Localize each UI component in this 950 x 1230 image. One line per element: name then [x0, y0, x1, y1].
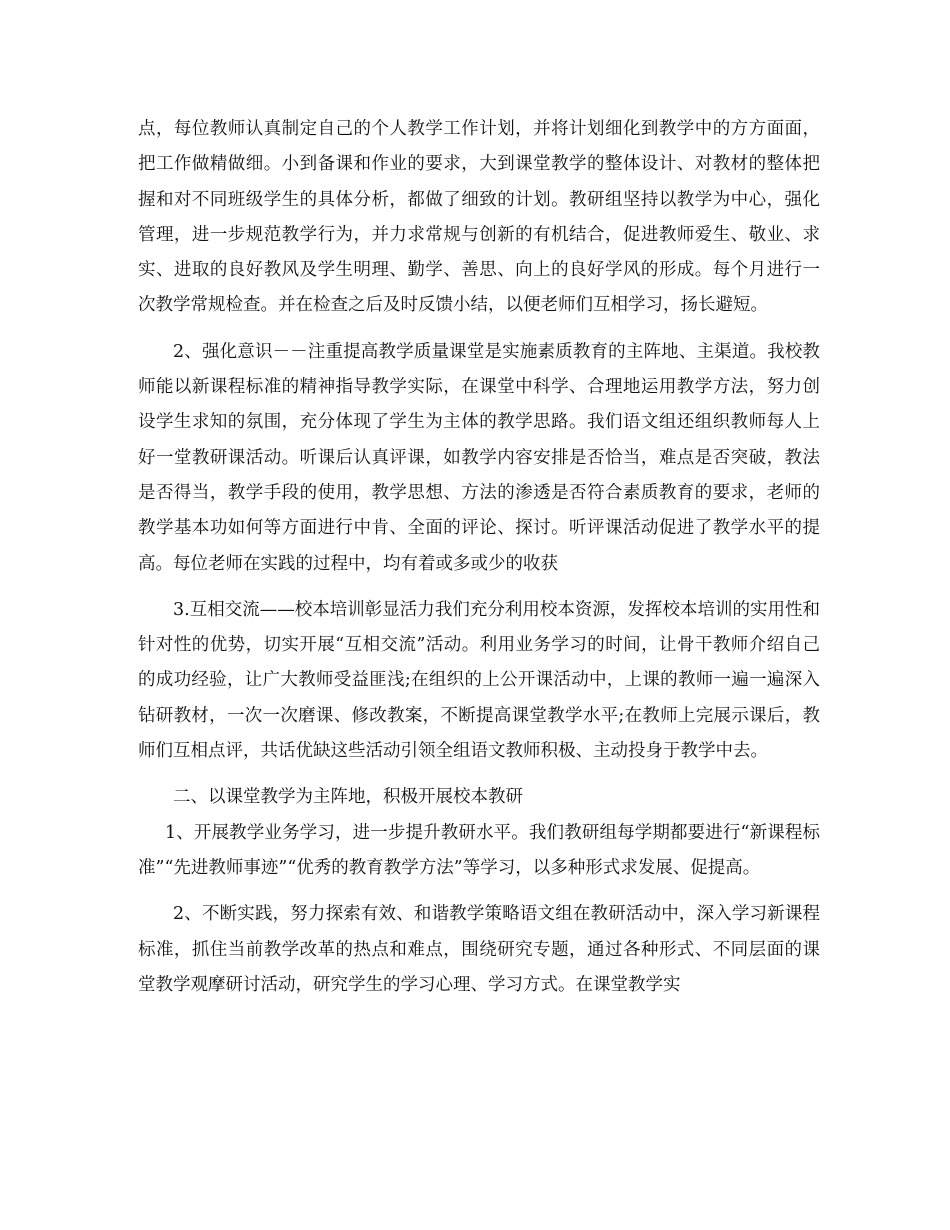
paragraph-strengthen-awareness: 2、强化意识－－注重提高教学质量课堂是实施素质教育的主阵地、主渠道。我校教师能以新课程标准的精神指导教学实际，在课堂中科学、合理地运用教学方法，努力创设学生求知的氛围，充分体现了学生为主体的教学思路。我们语文组还组织教师每人上好一堂教研课活动。听课后认真评课，如教学内容安排是否恰当，难点是否突破，教法是否得当，教学手段的使用，教学思想、方法的渗透是否符合素质教育的要求，老师的教学基本功如何等方面进行中肯、全面的评论、探讨。听评课活动促进了教学水平的提高。每位老师在实践的过程中，均有着或多或少的收获 — [138, 341, 820, 574]
paragraph-continuation: 点，每位教师认真制定自己的个人教学工作计划，并将计划细化到教学中的方方面面，把工作做精做细。小到备课和作业的要求，大到课堂教学的整体设计、对教材的整体把握和对不同班级学生的具体分析，都做了细致的计划。教研组坚持以教学为中心，强化管理，进一步规范教学行为，并力求常规与创新的有机结合，促进教师爱生、敬业、求实、进取的良好教风及学生明理、勤学、善思、向上的良好学风的形成。每个月进行一次教学常规检查。并在检查之后及时反馈小结，以便老师们互相学习，扬长避短。 — [138, 119, 820, 316]
paragraph-business-study: 1、开展教学业务学习，进一步提升教研水平。我们教研组每学期都要进行“新课程标准”“先进教师事迹”“优秀的教育教学方法”等学习，以多种形式求发展、促提高。 — [138, 822, 820, 878]
document-body — [138, 112, 820, 1003]
section-heading-classroom-teaching: 二、以课堂教学为主阵地，积极开展校本教研 — [173, 787, 523, 808]
paragraph-mutual-exchange: 3.互相交流——校本培训彰显活力我们充分利用校本资源，发挥校本培训的实用性和针对性的优势，切实开展“互相交流”活动。利用业务学习的时间，让骨干教师介绍自己的成功经验，让广大教师受益匪浅;在组织的上公开课活动中，上课的教师一遍一遍深入钻研教材，一次一次磨课、修改教案，不断提高课堂教学水平;在教师上完展示课后，教师们互相点评，共话优缺这些活动引领全组语文教师积极、主动投身于教学中去。 — [138, 599, 820, 762]
paragraph-continuous-practice: 2、不断实践，努力探索有效、和谐教学策略语文组在教研活动中，深入学习新课程标准，抓住当前教学改革的热点和难点，围绕研究专题，通过各种形式、不同层面的课堂教学观摩研讨活动，研究学生的学习心理、学习方式。在课堂教学实 — [138, 904, 820, 995]
